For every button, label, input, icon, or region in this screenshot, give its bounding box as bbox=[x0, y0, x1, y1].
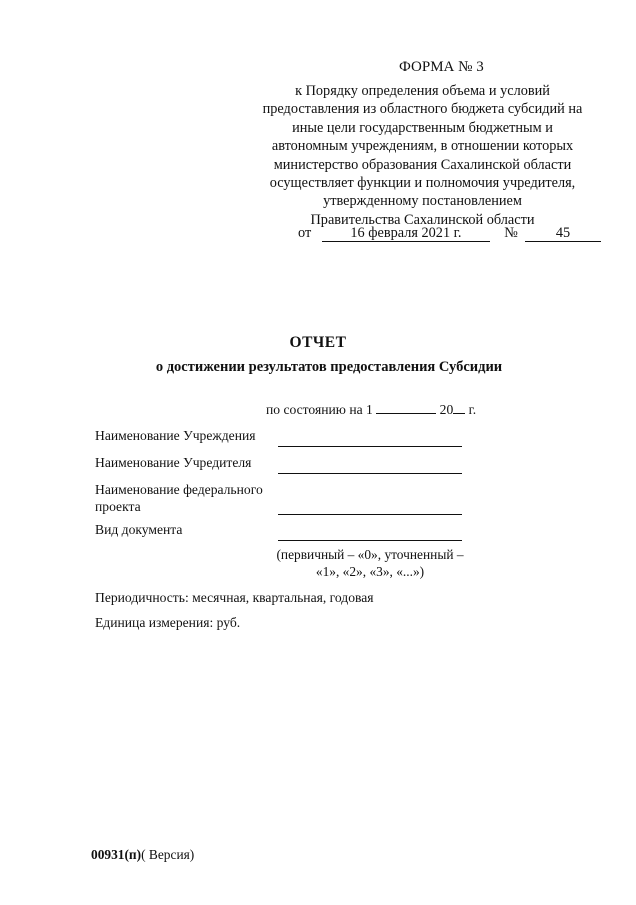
federal-project-label: Наименование федерального проекта bbox=[95, 482, 263, 514]
federal-project-field[interactable] bbox=[278, 514, 462, 515]
resolution-date-line bbox=[298, 225, 601, 242]
form-code-id: 00931(п) bbox=[91, 847, 142, 862]
header-line: к Порядку определения объема и условий bbox=[295, 83, 550, 99]
header-line: осуществляет функции и полномочия учредителя, bbox=[269, 175, 576, 192]
number-sign: № bbox=[504, 225, 518, 241]
year-prefix: 20 bbox=[439, 402, 454, 417]
header-line: иные цели государственным бюджетным и bbox=[292, 119, 553, 136]
institution-name-label: Наименование Учреждения bbox=[95, 428, 256, 443]
document-type-hint: (первичный – «0», уточненный – «1», «2», «3», «...») bbox=[276, 547, 464, 579]
form-code bbox=[91, 847, 194, 863]
header-line: министерство образования Сахалинской области bbox=[273, 156, 572, 173]
founder-name-label: Наименование Учредителя bbox=[95, 455, 252, 470]
from-label: от bbox=[298, 225, 312, 241]
header-line: утвержденному постановлением bbox=[323, 193, 522, 210]
approval-header bbox=[250, 82, 595, 229]
state-date-line bbox=[266, 402, 476, 418]
day-month-blank[interactable] bbox=[376, 413, 436, 414]
resolution-number: 45 bbox=[525, 226, 601, 242]
report-subtitle: о достижении результатов предоставления Субсидии bbox=[155, 359, 503, 375]
year-blank[interactable] bbox=[453, 413, 465, 414]
report-title: ОТЧЕТ bbox=[289, 334, 347, 351]
header-line: Правительства Сахалинской области bbox=[310, 211, 535, 228]
state-date-suffix: г. bbox=[468, 402, 477, 417]
header-line: автономным учреждениям, в отношении которых bbox=[271, 138, 574, 155]
form-code-version: ( Версия) bbox=[141, 847, 195, 862]
periodicity-text: Периодичность: месячная, квартальная, годовая bbox=[95, 590, 374, 605]
institution-name-field[interactable] bbox=[278, 446, 462, 447]
unit-text: Единица измерения: руб. bbox=[95, 615, 241, 630]
state-date-prefix: по состоянию на 1 bbox=[266, 402, 373, 417]
form-number: ФОРМА № 3 bbox=[399, 59, 484, 75]
document-type-field[interactable] bbox=[278, 540, 462, 541]
header-line: предоставления из областного бюджета субсидий на bbox=[262, 101, 583, 118]
document-type-label: Вид документа bbox=[95, 522, 183, 537]
founder-name-field[interactable] bbox=[278, 473, 462, 474]
resolution-date: 16 февраля 2021 г. bbox=[322, 226, 490, 242]
